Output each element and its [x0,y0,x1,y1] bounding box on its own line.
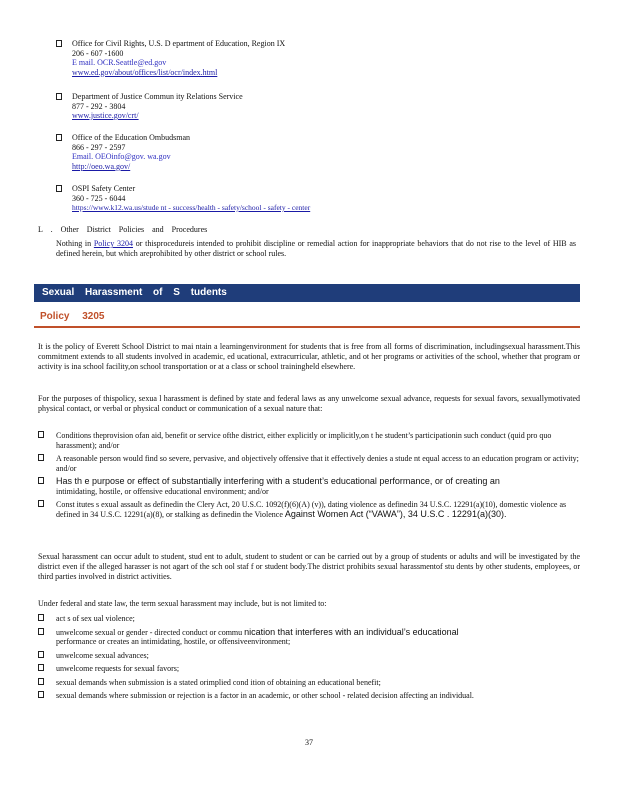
list-item-text: act s of sex ual violence; [56,614,135,623]
list-item-text: unwelcome sexual or gender - directed conduct or commu [56,627,243,637]
contact-link[interactable]: www.ed.gov/about/offices/list/ocr/index.html [72,67,218,77]
list-item [38,651,580,661]
policy-paragraph: It is the policy of Everett School District to mai ntain a learningenvironment for students that is free from all forms of discrimination, includingsexual harassment.This commitment extends to all students involved in academic, ed ucational, extracurricular, athletic, and ot her programs or activities of the school, whether that program or activity is ina school facility,on school transportation or at a class or school trainingheld elsewhere. [38,342,580,371]
contact-line: 877 - 292 - 3804 [72,101,126,111]
contact-link[interactable]: www.justice.gov/crt/ [72,111,139,120]
contact-link[interactable]: http://oeo.wa.gov/ [72,161,131,171]
contact-ombudsman [72,133,432,171]
list-item-text-large: Has th e purpose or effect of substantially interfering with a student’s educational performance, or of creating an [56,476,500,486]
bullet-box-icon [38,664,44,674]
contact-link[interactable]: https://www.k12.wa.us/stude nt - success/health - safety/school - safety - center [72,203,311,212]
list-item-text-large: Against Women Act (“VAWA”), 34 U.S.C . 12291(a)(30). [284,508,507,519]
contact-line: Office of the Education Ombudsman [72,133,191,142]
list-item-text: unwelcome requests for sexual favors; [56,664,180,673]
bullet-box-icon [56,92,62,102]
bullet-box-icon [38,678,44,688]
policy-divider [34,326,580,328]
bullet-box-icon [56,39,62,49]
list-item-text: Const itutes s exual assault as definedin the Clery Act, 20 U.S.C. 1092(f)(6)(A) (v)), dating violence as definedin 34 U.S.C. 12291(a)(10), domestic violence as defined in 34 U.S.C. 12291(a)(8), or stalking as definedin the Violence [56,500,567,519]
list-item-text: A reasonable person would find so severe, pervasive, and objectively offensive that it effectively denies a stude nt equal access to an education program or activity; and/or [56,454,579,473]
page-number: 37 [305,738,313,747]
list-item [38,500,580,519]
bullet-box-icon [38,477,44,487]
examples-list [38,614,580,705]
definition-list [38,431,580,523]
contact-line [72,58,432,68]
list-item [38,691,580,701]
harassment-scope-paragraph: Sexual harassment can occur adult to student, stud ent to adult, student to student or can be carried out by a group of students or adults and will be investigated by the district even if the alleged harasser is not agart of the sch ool staf f or student body.The district prohibits sexual harassmentof stu dents by other students, employees, or third parties involved in district activities. [38,552,580,581]
contact-email[interactable]: Email. OEOinfo@gov. wa.gov [72,152,171,161]
list-item [38,664,580,674]
contact-line [72,152,432,162]
bullet-box-icon [38,500,44,510]
section-l-heading: L . Other District Policies and Procedures [38,225,208,234]
law-paragraph: Under federal and state law, the term sexual harassment may include, but is not limited to: [38,599,327,608]
list-item [38,431,580,450]
list-item-text-large: nication that interferes with an individual’s educational [244,626,459,637]
policy-3204-link[interactable]: Policy 3204 [93,239,134,248]
list-item [38,628,580,647]
section-l-body [56,239,576,259]
list-item-text: intimidating, hostile, or offensive educational environment; and/or [56,486,269,496]
list-item-text: Conditions theprovision ofan aid, benefit or service ofthe district, either explicitly or implicitly,on t he student’s participationin such conduct (quid pro quo harassment); and/or [56,431,552,450]
bullet-box-icon [38,651,44,661]
bullet-box-icon [38,628,44,638]
policy-label: Policy 3205 [40,311,105,322]
contact-ocr [72,39,432,77]
list-item [38,678,580,688]
bullet-box-icon [38,431,44,441]
contact-ospi [72,184,432,213]
contact-doj [72,92,432,121]
contact-line: Office for Civil Rights, U.S. D epartment of Education, Region IX [72,39,286,48]
contact-line: OSPI Safety Center [72,184,136,193]
bullet-box-icon [38,614,44,624]
bullet-box-icon [56,184,62,194]
contact-email[interactable]: E mail. OCR.Seattle@ed.gov [72,58,167,67]
list-item-text: sexual demands where submission or rejection is a factor in an academic, or other school - related decision affecting an individual. [56,691,474,700]
list-item-text: unwelcome sexual advances; [56,650,149,660]
list-item [38,477,580,496]
contact-line: Department of Justice Commun ity Relations Service [72,92,243,101]
bullet-box-icon [38,691,44,701]
list-item [38,614,580,624]
contact-line: 206 - 607 -1600 [72,48,124,58]
bullet-box-icon [38,454,44,464]
list-item-text: sexual demands when submission is a stated orimplied cond ition of obtaining an educational benefit; [56,677,381,687]
list-item [38,454,580,473]
bullet-box-icon [56,133,62,143]
contact-line: 360 - 725 - 6044 [72,193,126,203]
list-item-text: performance or creates an intimidating, hostile, or offensiveenvironment; [56,637,291,646]
section-l-text: Nothing in [56,239,94,248]
section-l-text: or thisprocedureis intended to prohibit discipline or remedial action for inappropriate behaviors that do not rise to the level of HIB as defined herein, but which areprohibited by other district or school rules. [56,239,576,258]
contact-line: 866 - 297 - 2597 [72,142,126,152]
section-title-bar: Sexual Harassment of S tudents [34,284,580,302]
definition-paragraph: For the purposes of thispolicy, sexua l harassment is defined by state and federal laws as any unwelcome sexual advance, requests for sexual favors, sexuallymotivated physical contact, or verbal or physical conduct or communication of a sexual nature that: [38,394,580,413]
